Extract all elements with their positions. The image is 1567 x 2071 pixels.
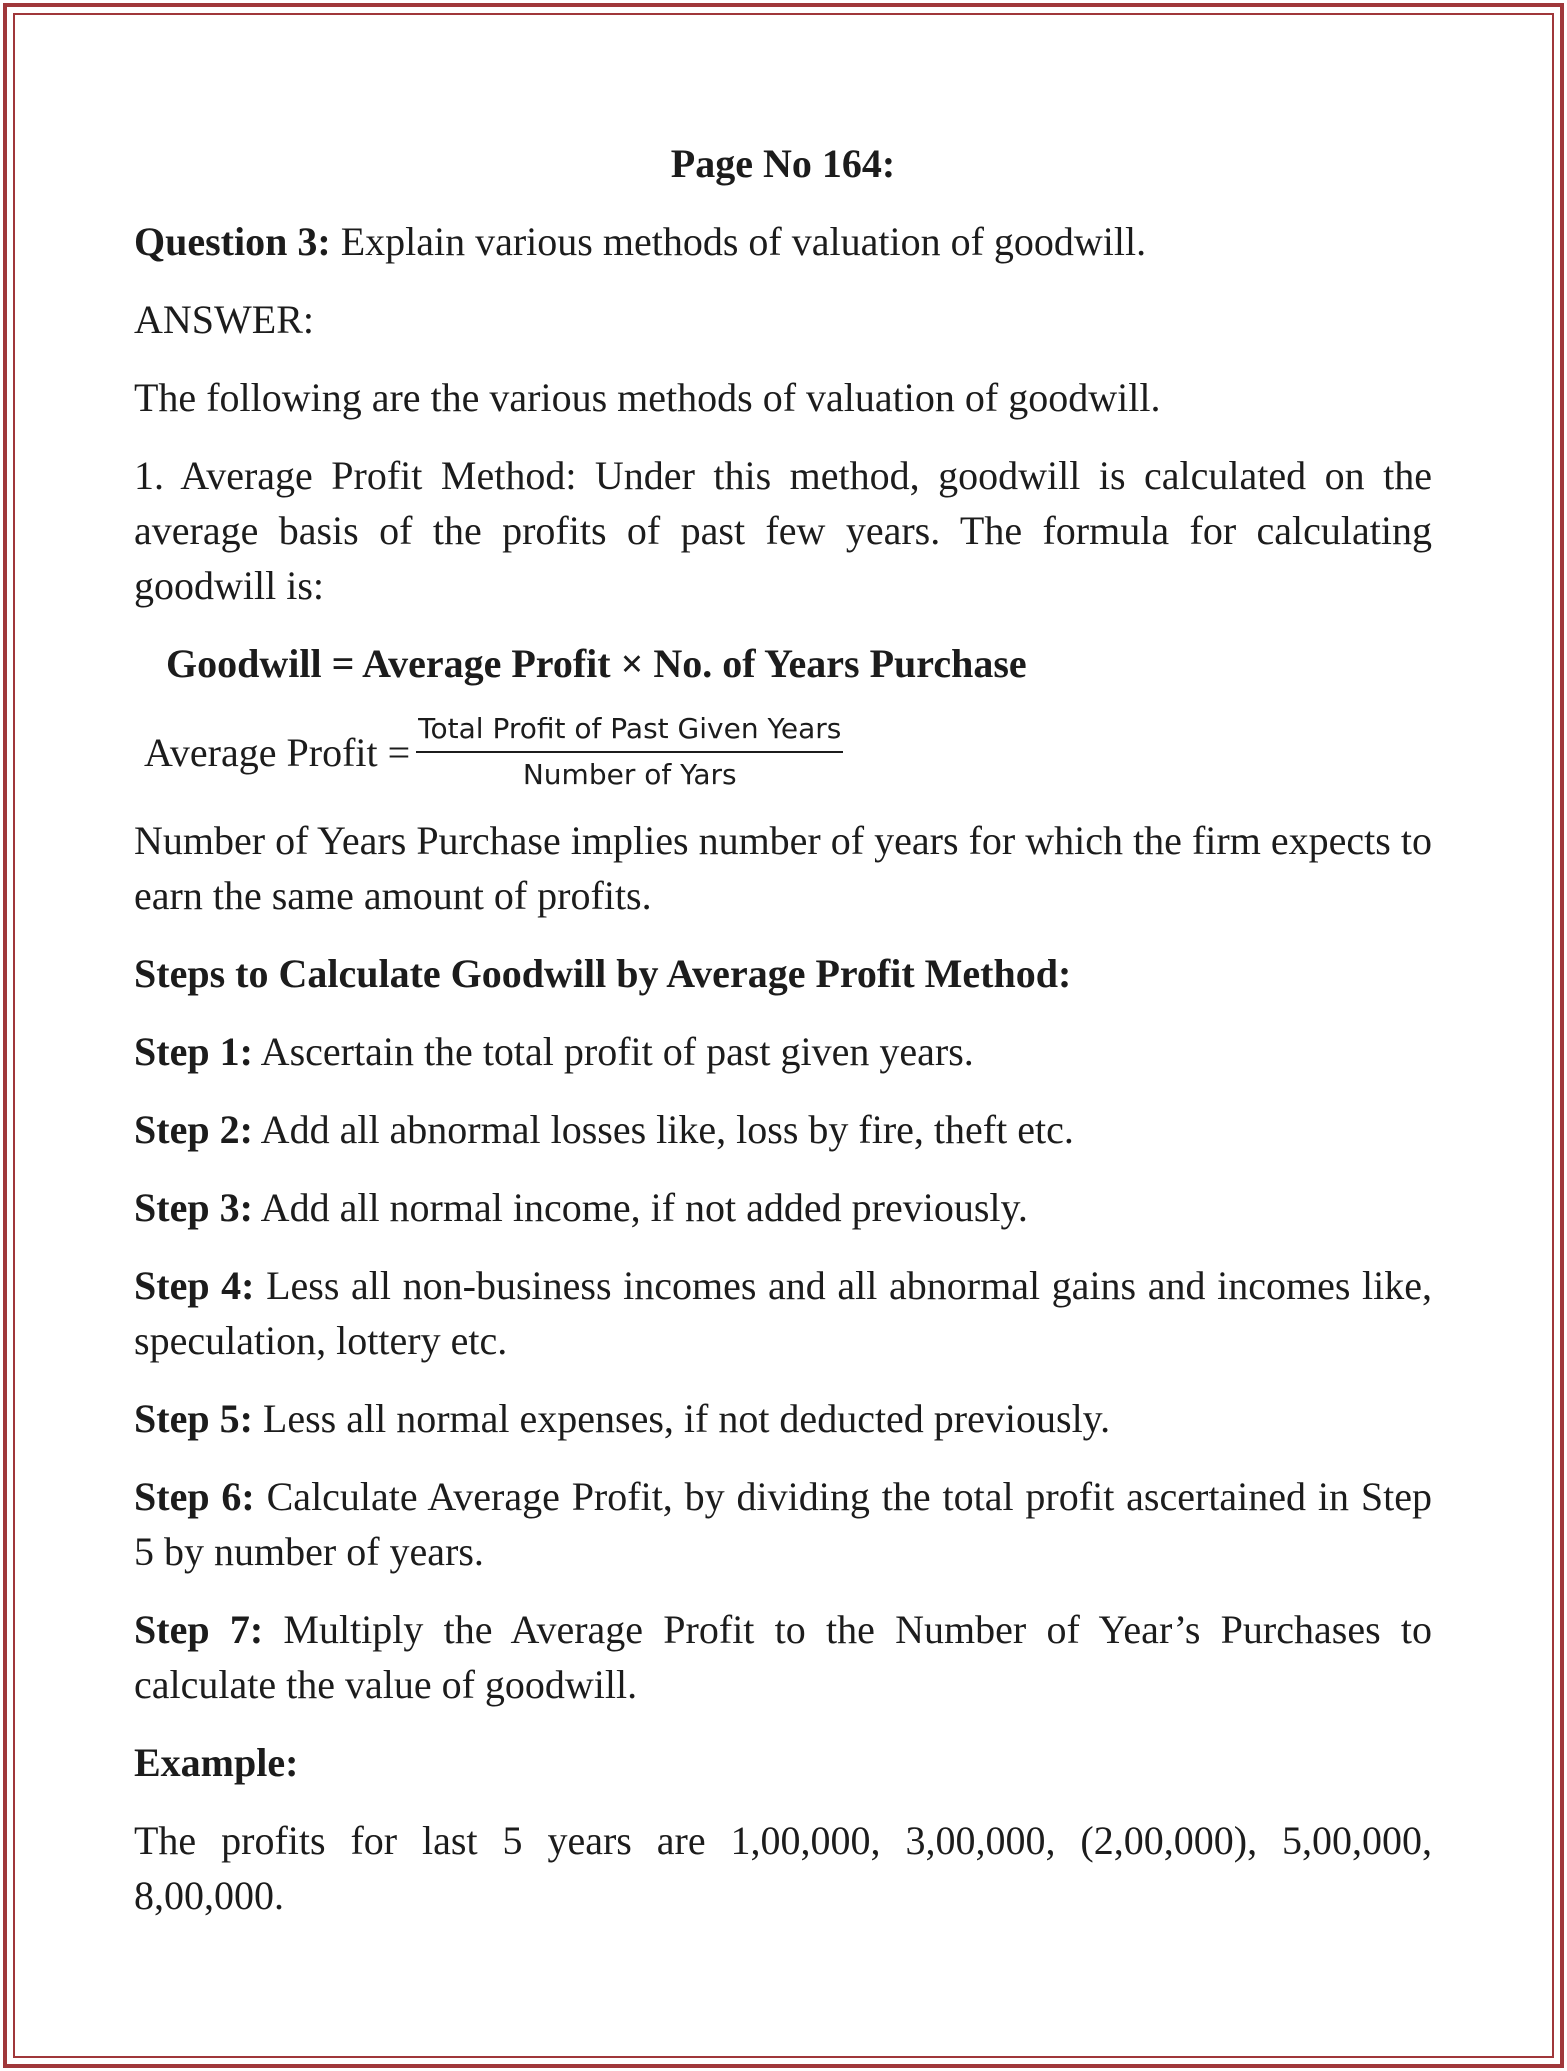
step-2 xyxy=(134,1102,1432,1157)
step-5 xyxy=(134,1391,1432,1446)
step-label: Step 5: xyxy=(134,1396,253,1441)
page-title: Page No 164: xyxy=(670,141,896,186)
formula-numerator: Total Profit of Past Given Years xyxy=(416,709,843,753)
step-label: Step 4: xyxy=(134,1263,255,1308)
example-heading xyxy=(134,1735,1432,1790)
step-1 xyxy=(134,1024,1432,1079)
step-text: Add all normal income, if not added previously. xyxy=(252,1185,1028,1230)
formula-lhs: Average Profit = xyxy=(144,729,411,775)
formula-denominator: Number of Yars xyxy=(522,758,737,791)
formula-fraction xyxy=(416,709,843,795)
step-text: Calculate Average Profit, by dividing the total profit ascertained in Step 5 by number of years. xyxy=(134,1474,1433,1574)
years-purchase-note: Number of Years Purchase implies number of years for which the firm expects to earn the same amount of profits. xyxy=(134,818,1432,918)
method-1-text: 1. Average Profit Method: Under this method, goodwill is calculated on the average basis of the profits of past few years. The formula for calculating goodwill is: xyxy=(134,453,1432,608)
step-label: Step 3: xyxy=(134,1185,253,1230)
document-content xyxy=(134,136,1432,1946)
step-text: Less all non-business incomes and all abnormal gains and incomes like, speculation, lottery etc. xyxy=(134,1263,1432,1363)
step-text: Less all normal expenses, if not deducted previously. xyxy=(252,1396,1111,1441)
question xyxy=(134,214,1432,269)
step-4 xyxy=(134,1258,1432,1368)
example-text: The profits for last 5 years are 1,00,000, 3,00,000, (2,00,000), 5,00,000, 8,00,000. xyxy=(134,1818,1432,1918)
step-text: Ascertain the total profit of past given years. xyxy=(252,1029,974,1074)
step-label: Step 6: xyxy=(134,1474,255,1519)
step-3 xyxy=(134,1180,1432,1235)
step-text: Add all abnormal losses like, loss by fire, theft etc. xyxy=(252,1107,1074,1152)
step-text: Multiply the Average Profit to the Number of Year’s Purchases to calculate the value of goodwill. xyxy=(134,1607,1432,1707)
step-label: Step 7: xyxy=(134,1607,264,1652)
goodwill-formula: Goodwill = Average Profit × No. of Years Purchase xyxy=(166,641,1027,686)
step-6 xyxy=(134,1469,1432,1579)
question-text: Explain various methods of valuation of goodwill. xyxy=(330,219,1147,264)
step-label: Step 1: xyxy=(134,1029,253,1074)
answer-label: ANSWER: xyxy=(134,297,314,342)
step-label: Step 2: xyxy=(134,1107,253,1152)
question-label: Question 3: xyxy=(134,219,331,264)
average-profit-formula xyxy=(134,709,1432,795)
steps-heading xyxy=(134,946,1432,1001)
steps-heading-text: Steps to Calculate Goodwill by Average Profit Method: xyxy=(134,951,1072,996)
intro-text: The following are the various methods of valuation of goodwill. xyxy=(134,375,1161,420)
step-7 xyxy=(134,1602,1432,1712)
example-heading-text: Example: xyxy=(134,1740,299,1785)
